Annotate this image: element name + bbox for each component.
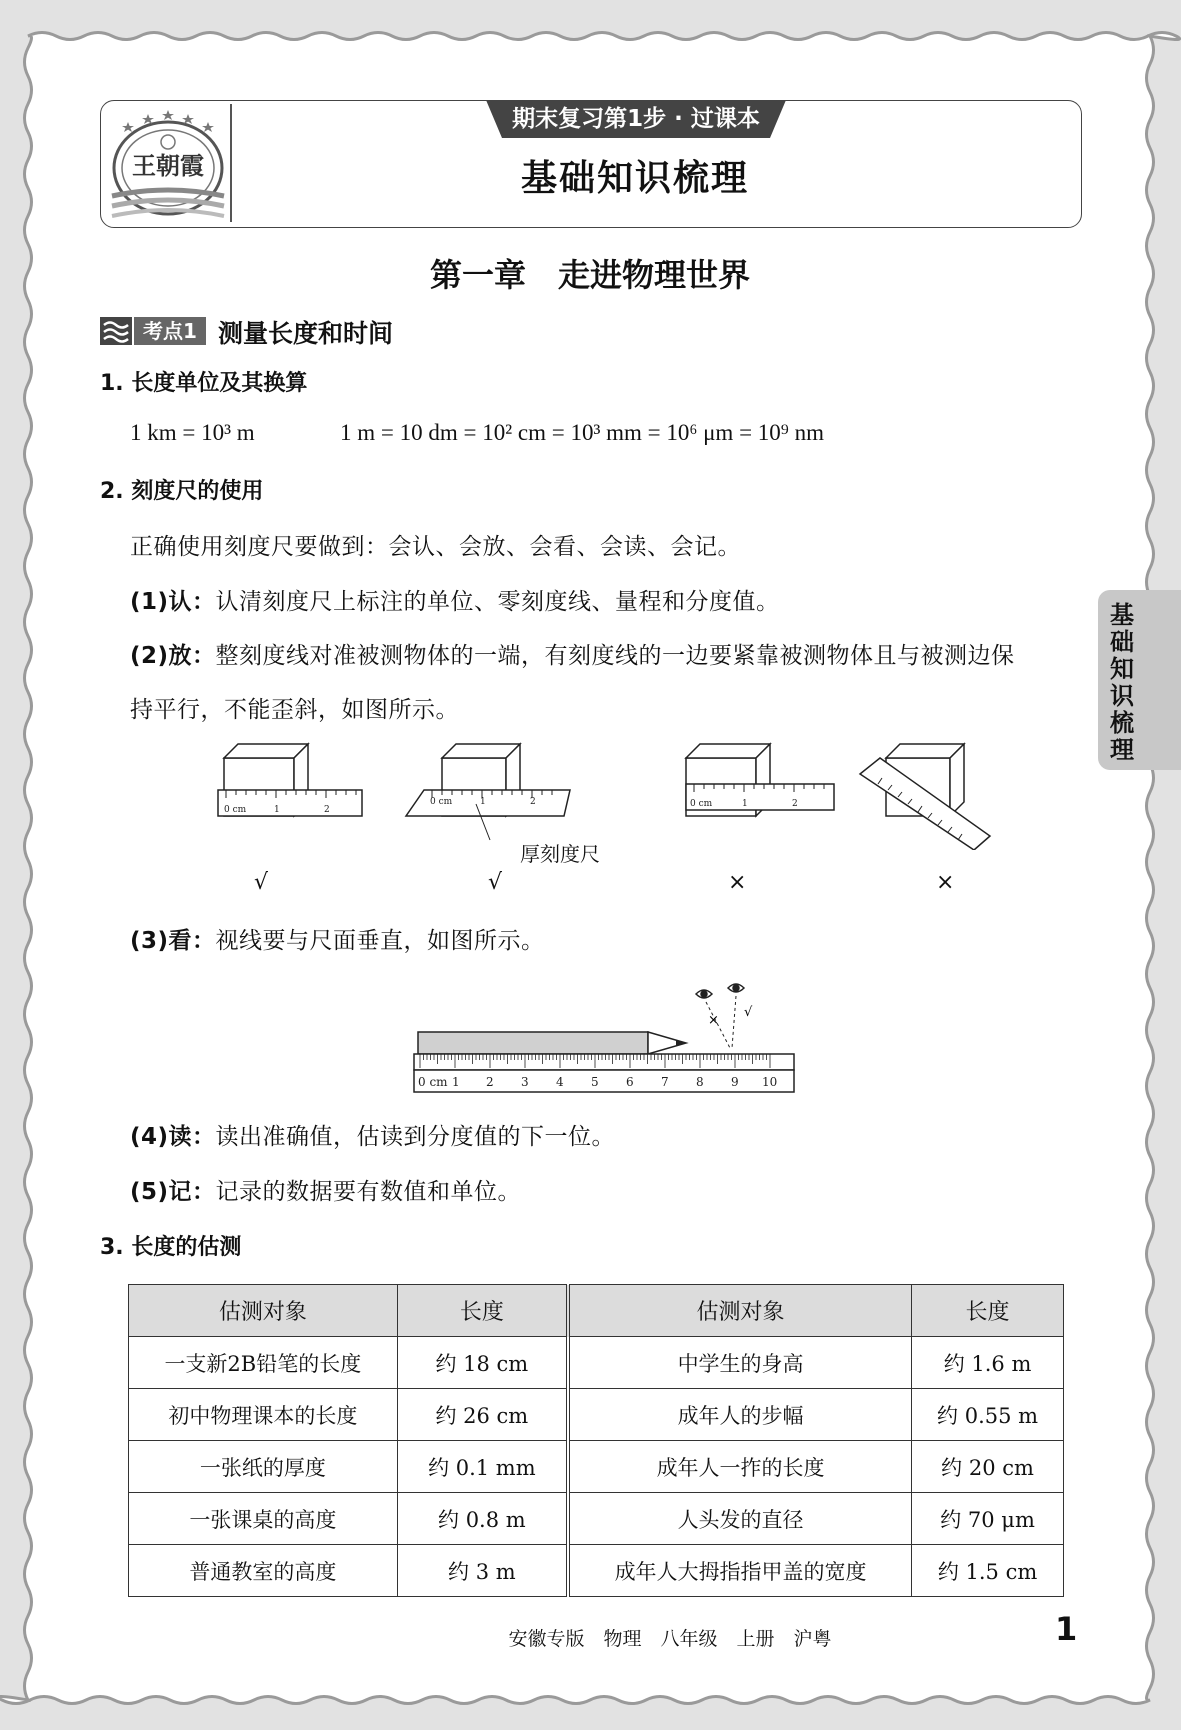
svg-text:10: 10 <box>762 1075 778 1089</box>
table-cell: 中学生的身高 <box>568 1337 912 1389</box>
svg-text:0 cm: 0 cm <box>690 799 713 809</box>
table-header-cell: 长度 <box>912 1285 1064 1337</box>
kaodian-tag: 考点1 <box>134 317 206 345</box>
table-cell: 约 0.1 mm <box>397 1441 568 1493</box>
thick-ruler-label: 厚刻度尺 <box>520 842 600 866</box>
table-cell: 一支新2B铅笔的长度 <box>129 1337 398 1389</box>
table-cell: 一张纸的厚度 <box>129 1441 398 1493</box>
svg-text:0 cm: 0 cm <box>418 1075 448 1089</box>
eye-icon <box>696 984 744 998</box>
banner-text: 期末复习第1步 · 过课本 <box>512 106 760 132</box>
table-header-row <box>129 1285 1064 1337</box>
section2-heading: 2. 刻度尺的使用 <box>100 479 264 504</box>
table-header-cell: 估测对象 <box>568 1285 912 1337</box>
table-cell: 成年人大拇指指甲盖的宽度 <box>568 1545 912 1597</box>
table-cell: 约 0.55 m <box>912 1389 1064 1441</box>
kaodian-title: 测量长度和时间 <box>218 319 394 348</box>
table-cell: 约 1.6 m <box>912 1337 1064 1389</box>
svg-text:×: × <box>708 1013 719 1028</box>
svg-text:2: 2 <box>792 799 798 809</box>
section1-heading: 1. 长度单位及其换算 <box>100 371 308 396</box>
estimation-table <box>128 1284 1064 1597</box>
svg-text:1: 1 <box>274 805 280 815</box>
svg-text:1: 1 <box>452 1075 460 1089</box>
table-cell: 约 3 m <box>397 1545 568 1597</box>
table-cell: 一张课桌的高度 <box>129 1493 398 1545</box>
ruler-item-3: (3)看：视线要与尺面垂直，如图所示。 <box>130 928 545 954</box>
svg-text:2: 2 <box>530 797 536 807</box>
svg-text:√: √ <box>744 1005 753 1020</box>
units-right: 1 m = 10 dm = 10² cm = 10³ mm = 10⁶ μm = 10⁹ nm <box>340 420 824 445</box>
svg-text:9: 9 <box>731 1075 739 1089</box>
table-cell: 初中物理课本的长度 <box>129 1389 398 1441</box>
table-row <box>129 1389 1064 1441</box>
page-title: 基础知识梳理 <box>520 158 749 199</box>
svg-text:2: 2 <box>486 1075 494 1089</box>
fig1-mark-c: × <box>728 870 747 895</box>
ruler-item-5: (5)记：记录的数据要有数值和单位。 <box>130 1179 522 1205</box>
logo-divider <box>230 104 232 222</box>
table-cell: 约 70 μm <box>912 1493 1064 1545</box>
fig1-mark-a: √ <box>254 870 269 895</box>
table-cell: 人头发的直径 <box>568 1493 912 1545</box>
svg-text:2: 2 <box>324 805 330 815</box>
svg-text:6: 6 <box>626 1075 634 1089</box>
ruler-placement-figure <box>210 740 1000 850</box>
svg-text:3: 3 <box>521 1075 529 1089</box>
table-cell: 约 0.8 m <box>397 1493 568 1545</box>
table-cell: 普通教室的高度 <box>129 1545 398 1597</box>
wave-icon <box>100 317 132 345</box>
table-row <box>129 1493 1064 1545</box>
units-left: 1 km = 10³ m <box>130 420 255 445</box>
side-tab-label: 基础知识梳理 <box>1110 601 1134 764</box>
fig1-mark-d: × <box>936 870 955 895</box>
svg-text:4: 4 <box>556 1075 564 1089</box>
footer-text: 安徽专版 物理 八年级 上册 沪粤 <box>508 1628 832 1650</box>
svg-text:0 cm: 0 cm <box>224 805 247 815</box>
svg-text:0 cm: 0 cm <box>430 797 453 807</box>
fig1-mark-b: √ <box>488 870 503 895</box>
ruler-item-2: (2)放：整刻度线对准被测物体的一端，有刻度线的一边要紧靠被测物体且与被测边保 <box>130 643 1015 669</box>
table-cell: 成年人一拃的长度 <box>568 1441 912 1493</box>
wangzhaoxia-logo <box>104 104 232 222</box>
section3-heading: 3. 长度的估测 <box>100 1235 242 1260</box>
ruler-item-1: (1)认：认清刻度尺上标注的单位、零刻度线、量程和分度值。 <box>130 589 780 615</box>
table-cell: 约 18 cm <box>397 1337 568 1389</box>
reading-figure <box>410 978 800 1094</box>
table-row <box>129 1545 1064 1597</box>
ruler-item-2-cont: 持平行，不能歪斜，如图所示。 <box>130 697 459 723</box>
table-header-cell: 长度 <box>397 1285 568 1337</box>
table-header-cell: 估测对象 <box>129 1285 398 1337</box>
svg-text:1: 1 <box>742 799 748 809</box>
svg-text:1: 1 <box>480 797 486 807</box>
page-number: 1 <box>1055 1610 1078 1648</box>
table-cell: 约 26 cm <box>397 1389 568 1441</box>
ruler-item-4: (4)读：读出准确值，估读到分度值的下一位。 <box>130 1124 616 1150</box>
svg-text:8: 8 <box>696 1075 704 1089</box>
table-cell: 成年人的步幅 <box>568 1389 912 1441</box>
table-cell: 约 20 cm <box>912 1441 1064 1493</box>
ruler-intro: 正确使用刻度尺要做到：会认、会放、会看、会读、会记。 <box>130 534 741 560</box>
table-row <box>129 1441 1064 1493</box>
table-row <box>129 1337 1064 1389</box>
svg-text:5: 5 <box>591 1075 599 1089</box>
svg-text:7: 7 <box>661 1075 669 1089</box>
chapter-title: 第一章 走进物理世界 <box>429 256 750 294</box>
svg-text:王朝霞: 王朝霞 <box>132 151 204 180</box>
table-cell: 约 1.5 cm <box>912 1545 1064 1597</box>
